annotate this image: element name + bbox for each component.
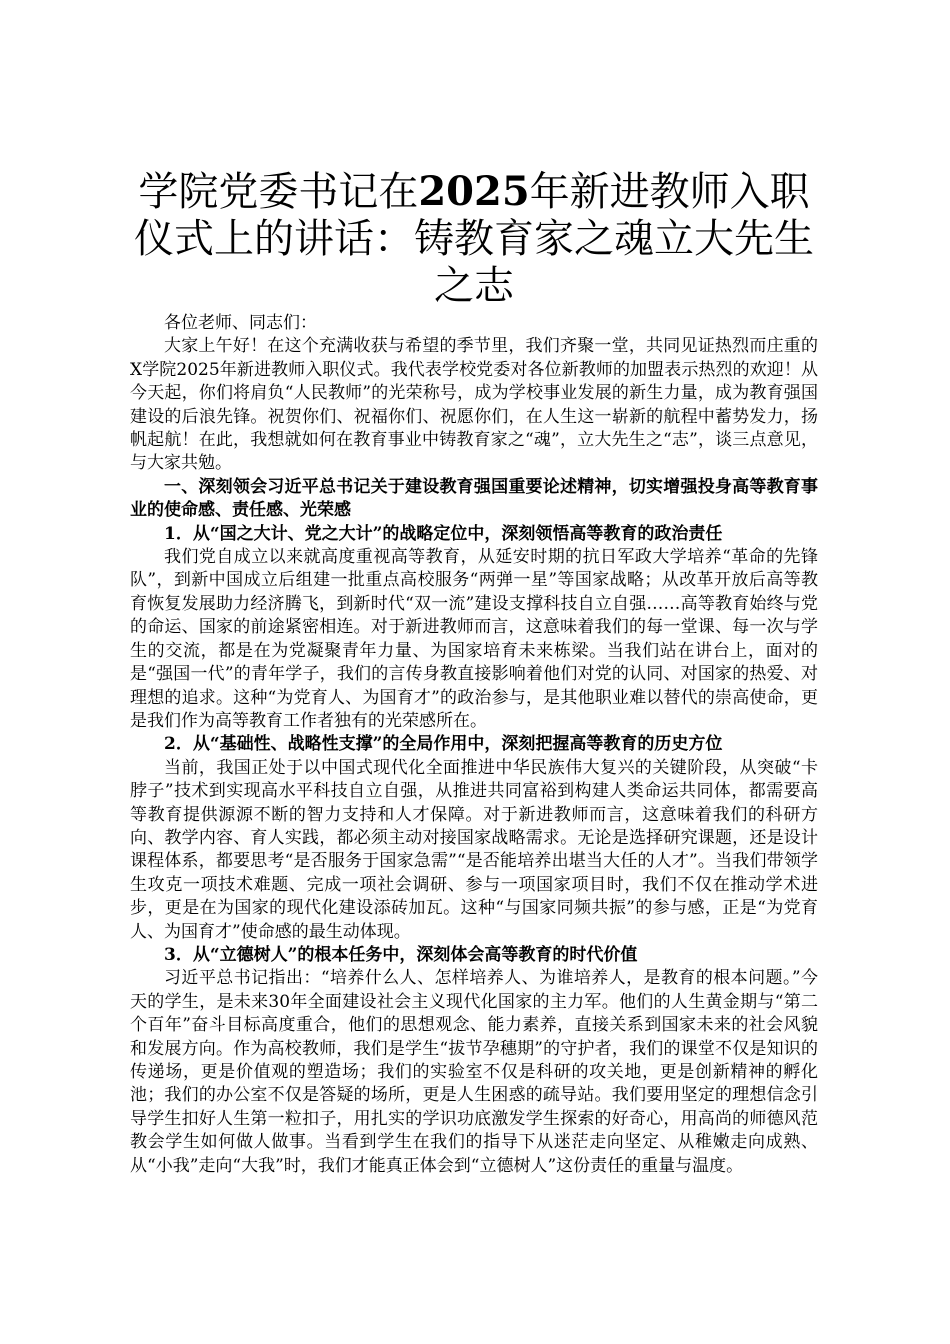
subsection3-body: 习近平总书记指出：“培养什么人、怎样培养人、为谁培养人，是教育的根本问题。”今天的学生，是未来30年全面建设社会主义现代化国家的主力军。他们的人生黄金期与“第二个百年”奋斗目标高度重合，他们的思想观念、能力素养，直接关系到国家未来的社会风貌和发展方向。作为高校教师，我们是学生“拔节孕穗期”的守护者，我们的课堂不仅是知识的传递场，更是价值观的塑造场；我们的实验室不仅是科研的攻关地，更是创新精神的孵化池；我们的办公室不仅是答疑的场所，更是人生困惑的疏导站。我们要用坚定的理想信念引导学生扣好人生第一粒扣子，用扎实的学识功底激发学生探索的好奇心，用高尚的师德风范教会学生如何做人做事。当看到学生在我们的指导下从迷茫走向坚定、从稚嫩走向成熟、从“小我”走向“大我”时，我们才能真正体会到“立德树人”这份责任的重量与温度。 <box>130 968 818 1176</box>
subsection3-heading: 3．从“立德树人”的根本任务中，深刻体会高等教育的时代价值 <box>164 944 638 965</box>
section1-heading: 一、深刻领会习近平总书记关于建设教育强国重要论述精神，切实增强投身高等教育事业的使命感、责任感、光荣感 <box>130 476 818 521</box>
subsection2-heading: 2．从“基础性、战略性支撑”的全局作用中，深刻把握高等教育的历史方位 <box>164 734 723 755</box>
title-part1: 学院党委书记在 <box>138 169 419 215</box>
title-part2: 年新进教师入职仪式上的讲话：铸教育家之魂立大先生之志 <box>134 169 814 309</box>
salutation: 各位老师、同志们： <box>164 313 317 333</box>
subsection1-body: 我们党自成立以来就高度重视高等教育，从延安时期的抗日军政大学培养“革命的先锋队”，到新中国成立后组建一批重点高校服务“两弹一星”等国家战略；从改革开放后高等教育恢复发展助力经济腾飞，到新时代“双一流”建设支撑科技自立自强……高等教育始终与党的命运、国家的前途紧密相连。对于新进教师而言，这意味着我们的每一堂课、每一次与学生的交流，都是在为党凝聚青年力量、为国家培育未来栋梁。当我们站在讲台上，面对的是“强国一代”的青年学子，我们的言传身教直接影响着他们对党的认同、对国家的热爱、对理想的追求。这种“为党育人、为国育才”的政治参与，是其他职业难以替代的崇高使命，更是我们作为高等教育工作者独有的光荣感所在。 <box>130 547 818 731</box>
intro-paragraph: 大家上午好！在这个充满收获与希望的季节里，我们齐聚一堂，共同见证热烈而庄重的X学院2025年新进教师入职仪式。我代表学校党委对各位新教师的加盟表示热烈的欢迎！从今天起，你们将肩负“人民教师”的光荣称号，成为学校事业发展的新生力量，成为教育强国建设的后浪先锋。祝贺你们、祝福你们、祝愿你们，在人生这一崭新的航程中蓄势发力，扬帆起航！在此，我想就如何在教育事业中铸教育家之“魂”，立大先生之“志”，谈三点意见，与大家共勉。 <box>130 336 818 474</box>
title-year: 2025 <box>418 168 530 215</box>
document-page <box>130 168 818 1178</box>
subsection1-heading: 1．从“国之大计、党之大计”的战略定位中，深刻领悟高等教育的政治责任 <box>164 523 723 544</box>
document-title <box>130 168 818 310</box>
subsection2-body: 当前，我国正处于以中国式现代化全面推进中华民族伟大复兴的关键阶段，从突破“卡脖子”技术到实现高水平科技自立自强，从推进共同富裕到构建人类命运共同体，都需要高等教育提供源源不断的智力支持和人才保障。对于新进教师而言，这意味着我们的科研方向、教学内容、育人实践，都必须主动对接国家战略需求。无论是选择研究课题，还是设计课程体系，都要思考“是否服务于国家急需”“是否能培养出堪当大任的人才”。当我们带领学生攻克一项技术难题、完成一项社会调研、参与一项国家项目时，我们不仅在推动学术进步，更是在为国家的现代化建设添砖加瓦。这种“与国家同频共振”的参与感，正是“为党育人、为国育才”使命感的最生动体现。 <box>130 757 818 942</box>
